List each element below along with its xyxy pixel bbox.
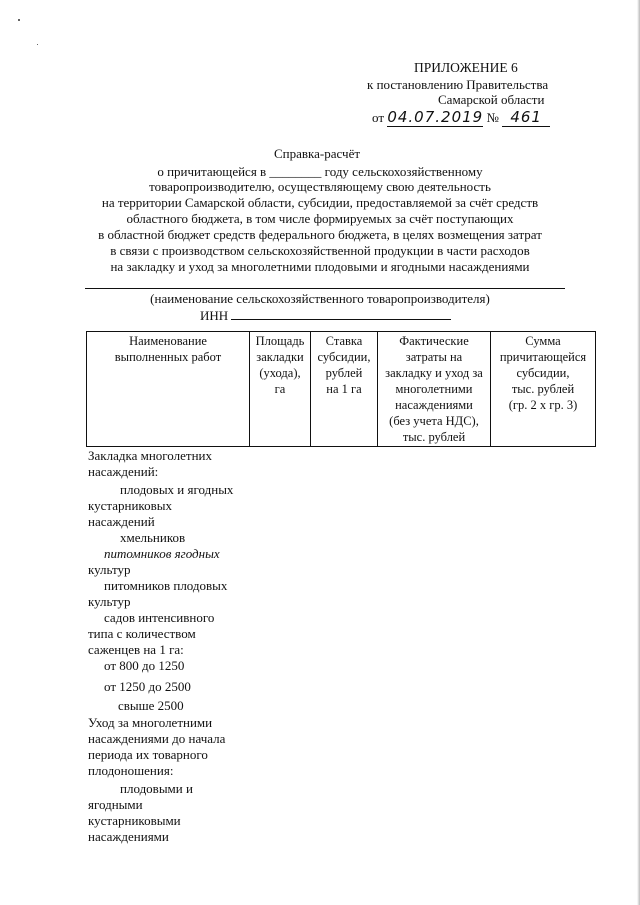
title-line-7: на закладку и уход за многолетними плодовыми и ягодными насаждениями (110, 259, 530, 274)
col-header-area: Площадь закладки (ухода), га (250, 332, 311, 447)
row-label: Закладка многолетних (88, 448, 212, 463)
row-label: плодоношения: (88, 763, 174, 778)
row-label: кустарниковыми (88, 813, 181, 828)
row-label: питомников плодовых (104, 578, 228, 593)
title-line-4: областного бюджета, в том числе формируемых за счёт поступающих (126, 211, 514, 226)
inn-blank (231, 307, 451, 320)
date-handwritten: 04.07.2019 (387, 108, 484, 126)
date-number-line (372, 108, 550, 127)
number-handwritten: 461 (502, 108, 550, 127)
calculation-table-header (86, 331, 596, 447)
number-prefix: № (486, 110, 499, 125)
row-label: насаждениями (88, 829, 169, 844)
title-line-2: товаропроизводителю, осуществляющему свою деятельность (149, 179, 491, 194)
scan-speck (18, 19, 20, 21)
row-label: насаждений (88, 514, 155, 529)
producer-name-line (85, 288, 565, 289)
col-header-subsidy: Сумма причитающейся субсидии, тыс. рублей (гр. 2 х гр. 3) (491, 332, 596, 447)
row-label: плодовыми и (120, 781, 193, 796)
title-line-5: в областной бюджет средств федерального бюджета, в целях возмещения затрат (98, 227, 542, 242)
row-label: питомников ягодных (104, 546, 220, 561)
inn-row (200, 307, 451, 324)
row-label: от 800 до 1250 (104, 658, 185, 673)
row-label: ягодными (88, 797, 143, 812)
row-label: кустарниковых (88, 498, 172, 513)
row-label: культур (88, 562, 131, 577)
region-line: Самарской области (438, 92, 545, 107)
col-header-work: Наименование выполненных работ (87, 332, 250, 447)
row-label: культур (88, 594, 131, 609)
row-label: Уход за многолетними (88, 715, 213, 730)
row-label: типа с количеством (88, 626, 196, 641)
row-label: садов интенсивного (104, 610, 215, 625)
col-header-costs: Фактические затраты на закладку и уход за многолетними насаждениями (без учета НДС), тыс. рублей (378, 332, 491, 447)
title-line-6: в связи с производством сельскохозяйственной продукции в части расходов (110, 243, 530, 258)
inn-label: ИНН (200, 308, 229, 323)
row-label: саженцев на 1 га: (88, 642, 184, 657)
row-label: периода их товарного (88, 747, 208, 762)
resolution-line: к постановлению Правительства (367, 77, 549, 92)
row-label: хмельников (120, 530, 186, 545)
row-label: плодовых и ягодных (120, 482, 234, 497)
title-line-1: о причитающейся в ________ году сельскохозяйственному (157, 164, 483, 179)
row-label: свыше 2500 (118, 698, 184, 713)
appendix-title: ПРИЛОЖЕНИЕ 6 (414, 60, 518, 75)
producer-caption: (наименование сельскохозяйственного товаропроизводителя) (150, 291, 490, 306)
row-label: насаждениями до начала (88, 731, 226, 746)
col-header-rate: Ставка субсидии, рублей на 1 га (311, 332, 378, 447)
title-line-3: на территории Самарской области, субсидии, предоставляемой за счёт средств (101, 195, 539, 210)
document-heading: Справка-расчёт (274, 146, 361, 161)
date-prefix: от (372, 110, 385, 125)
row-label: от 1250 до 2500 (104, 679, 191, 694)
row-label: насаждений: (88, 464, 159, 479)
scan-speck (37, 44, 38, 45)
